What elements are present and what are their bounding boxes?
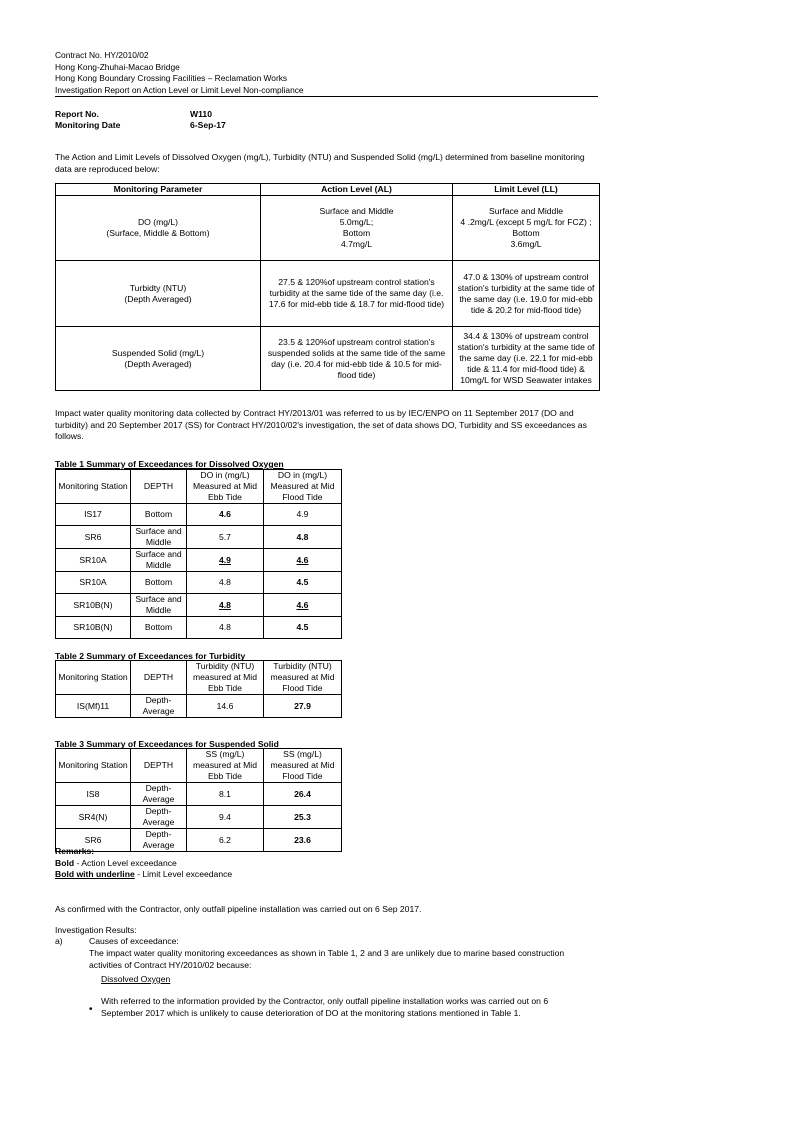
column-header [56,470,131,504]
flood-value: 4.8 [296,531,309,542]
report-info-values [190,109,226,131]
header-line-contract: Contract No. HY/2010/02 [55,50,149,60]
cell-line: 4.7mg/L [340,239,373,249]
header-divider [55,96,598,97]
flood-value-cell [264,594,342,617]
flood-value-cell [264,526,342,549]
ebb-value-cell [187,549,264,572]
table-row [56,806,342,829]
station-cell: IS8 [56,783,131,806]
column-header-line: DO in (mg/L) [277,470,328,480]
cell-line: the same day (i.e. 19.0 for mid-ebb [459,293,593,304]
cell-line: Surface and Middle [319,206,394,216]
depth-line: Average [142,794,175,804]
remarks-bold-underline-text: - Limit Level exceedance [134,869,233,879]
item-a-title: Causes of exceedance: [89,936,179,946]
depth-line: Depth- [145,829,172,839]
table-header-row [56,661,342,695]
investigation-title: Investigation Results: [55,925,137,935]
depth-cell [131,572,187,594]
depth-cell [131,695,187,718]
station-cell: SR6 [56,526,131,549]
cell-line: Surface and Middle [488,206,564,216]
column-header-line: Measured at Mid [192,481,257,491]
depth-line: Middle [145,605,172,615]
item-a-text: The impact water quality monitoring exceedances as shown in Table 1, 2 and 3 are unlikely due to marine based construction activities of Contract HY/2010/02 because: [89,948,565,970]
cell-line: 27.5 & 120%of upstream control station's [278,277,435,287]
table1-caption: Table 1 Summary of Exceedances for Dissolved Oxygen [55,459,284,469]
depth-cell [131,617,187,639]
column-header [131,661,187,695]
column-header [56,661,131,695]
flood-value-cell [264,783,342,806]
table2-turbidity [55,660,342,718]
cell-line: 23.5 & 120%of upstream control station's [278,336,435,347]
ebb-value: 4.8 [219,577,231,587]
ebb-value: 5.7 [219,531,231,542]
column-header [187,470,264,504]
column-header [131,470,187,504]
depth-line: Depth- [145,695,172,705]
remarks-bold-underline-key: Bold with underline [55,869,135,879]
cell-line: 34.4 & 130% of upstream control [463,331,589,341]
ebb-value: 4.9 [219,554,231,565]
depth-line: Bottom [144,509,173,519]
cell-line: (Surface, Middle & Bottom) [106,228,210,238]
column-header-line: Monitoring Station [58,760,128,770]
table-row [56,526,342,549]
table-header-row [56,470,342,504]
column-header-line: Ebb Tide [208,683,242,693]
item-a-marker: a) [55,936,63,946]
column-header [264,661,342,695]
ebb-value: 6.2 [219,834,231,845]
station-cell: SR10A [56,549,131,572]
contractor-confirmation: As confirmed with the Contractor, only outfall pipeline installation was carried out on 6 Sep 2017. [55,904,422,914]
column-header-line: SS (mg/L) [283,749,322,759]
action-limit-levels-table [55,183,600,391]
levels-ll-cell [453,327,600,391]
column-header-line: DO in (mg/L) [200,470,250,480]
table-header-row [56,749,342,783]
column-header-line: measured at Mid [192,672,257,682]
column-header-line: measured at Mid [192,760,257,770]
depth-line: Surface and [135,549,182,559]
flood-value: 27.9 [294,700,311,711]
depth-cell [131,783,187,806]
depth-cell [131,526,187,549]
flood-value: 4.5 [296,577,309,587]
flood-value-cell [264,829,342,852]
station-cell: SR10B(N) [56,594,131,617]
cell-line: Bottom [342,228,371,238]
column-header [187,749,264,783]
ebb-value-cell [187,526,264,549]
table3-suspended-solid [55,748,342,852]
remarks-bold-key: Bold [55,857,75,868]
header-line-works: Hong Kong Boundary Crossing Facilities – Reclamation Works [55,73,288,83]
cell-line: flood tide) [337,369,376,380]
header-line-project: Hong Kong-Zhuhai-Macao Bridge [55,61,180,72]
report-info [55,109,120,131]
station-cell: SR10B(N) [56,617,131,639]
bullet-icon: • [89,1004,93,1015]
depth-line: Average [142,817,175,827]
column-header-line: SS (mg/L) [205,749,245,759]
table-row [56,572,342,594]
cell-line: the same day (i.e. 22.1 for mid-ebb [459,353,593,363]
document-header [55,50,304,96]
cell-line: (Depth Averaged) [124,358,192,369]
depth-cell [131,594,187,617]
levels-al-cell [261,261,453,327]
ebb-value-cell [187,572,264,594]
report-no-value: W110 [190,109,212,119]
depth-line: Middle [145,560,172,570]
table-row [56,594,342,617]
ebb-value-cell [187,783,264,806]
ebb-value-cell [187,594,264,617]
cell-line: turbidity at the same tide of the same day (i.e. [269,288,444,298]
header-line-report-title: Investigation Report on Action Level or Limit Level Non-compliance [55,84,304,95]
column-header-line: Monitoring Station [58,672,128,682]
cell-line: (Depth Averaged) [124,293,192,304]
table1-dissolved-oxygen [55,469,342,639]
cell-line: 47.0 & 130% of upstream control [463,271,589,282]
column-header-line: Turbidity (NTU) [195,661,255,671]
flood-value-cell [264,504,342,526]
depth-line: Surface and [135,594,182,604]
ebb-value: 14.6 [216,700,234,711]
flood-value: 25.3 [294,811,311,822]
table2-caption: Table 2 Summary of Exceedances for Turbidity [55,651,246,661]
flood-value: 4.6 [296,554,309,565]
column-header-line: Turbidity (NTU) [273,661,332,671]
ebb-value: 8.1 [219,788,231,799]
column-header-line: Flood Tide [282,771,323,781]
cell-line: day (i.e. 20.4 for mid-ebb tide & 10.5 for mid- [271,358,442,369]
table-row [56,504,342,526]
cell-line: 5.0mg/L; [339,217,374,227]
ebb-value: 4.6 [219,509,231,519]
column-header [56,749,131,783]
cell-line: 3.6mg/L [510,239,542,249]
levels-param-cell [56,261,261,327]
table-row [56,695,342,718]
cell-line: station's turbidity at the same tide of [457,282,595,293]
flood-value-cell [264,695,342,718]
levels-al-cell [261,327,453,391]
depth-line: Middle [145,537,172,547]
levels-row-turbidity [56,261,600,327]
column-header [131,749,187,783]
depth-cell [131,549,187,572]
levels-row-suspended-solid [56,327,600,391]
column-header [264,749,342,783]
column-header-line: Ebb Tide [208,492,242,502]
cell-line: DO (mg/L) [137,217,179,227]
depth-line: Average [142,840,175,850]
remarks [55,846,232,881]
column-header-line: Monitoring Station [58,481,128,491]
flood-value-cell [264,617,342,639]
table-row [56,549,342,572]
cell-line: 10mg/L for WSD Seawater intakes [460,375,592,385]
ebb-value-cell [187,806,264,829]
cell-line: 17.6 for mid-ebb tide & 18.7 for mid-flood tide) [268,299,445,309]
cell-line: Suspended Solid (mg/L) [111,347,205,358]
remarks-bold-text: - Action Level exceedance [74,857,177,868]
depth-line: Depth- [145,783,172,793]
levels-param-cell [56,196,261,261]
column-header-line: DEPTH [143,760,174,770]
flood-value: 4.6 [296,599,309,610]
cell-line: station's turbidity at the same tide of [457,342,595,352]
flood-value-cell [264,549,342,572]
ebb-value: 9.4 [219,811,231,822]
ebb-value-cell [187,504,264,526]
cell-line: 4 .2mg/L (except 5 mg/L for FCZ) ; [460,217,592,227]
ebb-value-cell [187,695,264,718]
cell-line: tide & 11.4 for mid-flood tide) & [467,364,585,374]
levels-header-action: Action Level (AL) [261,184,453,196]
flood-value: 23.6 [294,834,311,845]
impact-paragraph: Impact water quality monitoring data collected by Contract HY/2013/01 was referred to us by IEC/ENPO on 11 September 2017 (DO and turbidity) and 20 September 2017 (SS) for Contract HY/2010/02's investigation, the set of data shows DO, Turbidity and SS exceedances as follows. [55,408,587,441]
cell-line: Bottom [512,228,540,238]
depth-cell [131,504,187,526]
report-no-label: Report No. [55,109,99,119]
ebb-value-cell [187,617,264,639]
flood-value: 4.5 [296,622,309,632]
bullet-text: With referred to the information provided by the Contractor, only outfall pipeline installation works was carried out on 6 September 2017 which is unlikely to cause deterioration of DO at the monitoring stations mentioned in Table 1. [101,996,549,1018]
column-header-line: DEPTH [143,481,174,491]
station-cell: SR10A [56,572,131,594]
levels-ll-cell [453,261,600,327]
dissolved-oxygen-subheading: Dissolved Oxygen [101,974,171,984]
table-row [56,617,342,639]
levels-row-do [56,196,600,261]
depth-line: Bottom [144,622,173,632]
station-cell: IS17 [56,504,131,526]
depth-line: Average [142,706,175,716]
depth-line: Surface and [135,526,182,536]
station-cell: SR6 [56,829,131,852]
column-header [264,470,342,504]
table-row [56,783,342,806]
column-header-line: DEPTH [143,672,174,682]
depth-line: Depth- [145,806,172,816]
column-header-line: Measured at Mid [270,481,335,491]
depth-cell [131,806,187,829]
flood-value: 26.4 [294,788,311,799]
intro-paragraph: The Action and Limit Levels of Dissolved Oxygen (mg/L), Turbidity (NTU) and Suspended Solid (mg/L) determined from baseline monitoring data are reproduced below: [55,152,585,174]
table3-caption: Table 3 Summary of Exceedances for Suspended Solid [55,739,279,749]
levels-header-parameter: Monitoring Parameter [56,184,261,196]
column-header-line: Flood Tide [282,492,323,502]
monitoring-date-label: Monitoring Date [55,120,121,130]
column-header-line: Ebb Tide [208,771,242,781]
column-header-line: Flood Tide [282,683,323,693]
levels-header-limit: Limit Level (LL) [453,184,600,196]
column-header [187,661,264,695]
station-cell: SR4(N) [56,806,131,829]
column-header-line: measured at Mid [270,672,335,682]
levels-param-cell [56,327,261,391]
cell-line: tide & 20.2 for mid-flood tide) [470,304,582,315]
column-header-line: measured at Mid [270,760,335,770]
levels-al-cell [261,196,453,261]
cell-line: suspended solids at the same tide of the same [267,347,446,358]
ebb-value: 4.8 [219,622,231,632]
depth-line: Bottom [144,577,173,587]
flood-value-cell [264,806,342,829]
ebb-value: 4.8 [219,599,231,610]
flood-value: 4.9 [296,509,309,519]
levels-ll-cell [453,196,600,261]
monitoring-date-value: 6-Sep-17 [190,120,226,130]
cell-line: Turbidty (NTU) [129,282,187,293]
remarks-title: Remarks: [55,846,95,856]
flood-value-cell [264,572,342,594]
station-cell: IS(Mf)11 [56,695,131,718]
